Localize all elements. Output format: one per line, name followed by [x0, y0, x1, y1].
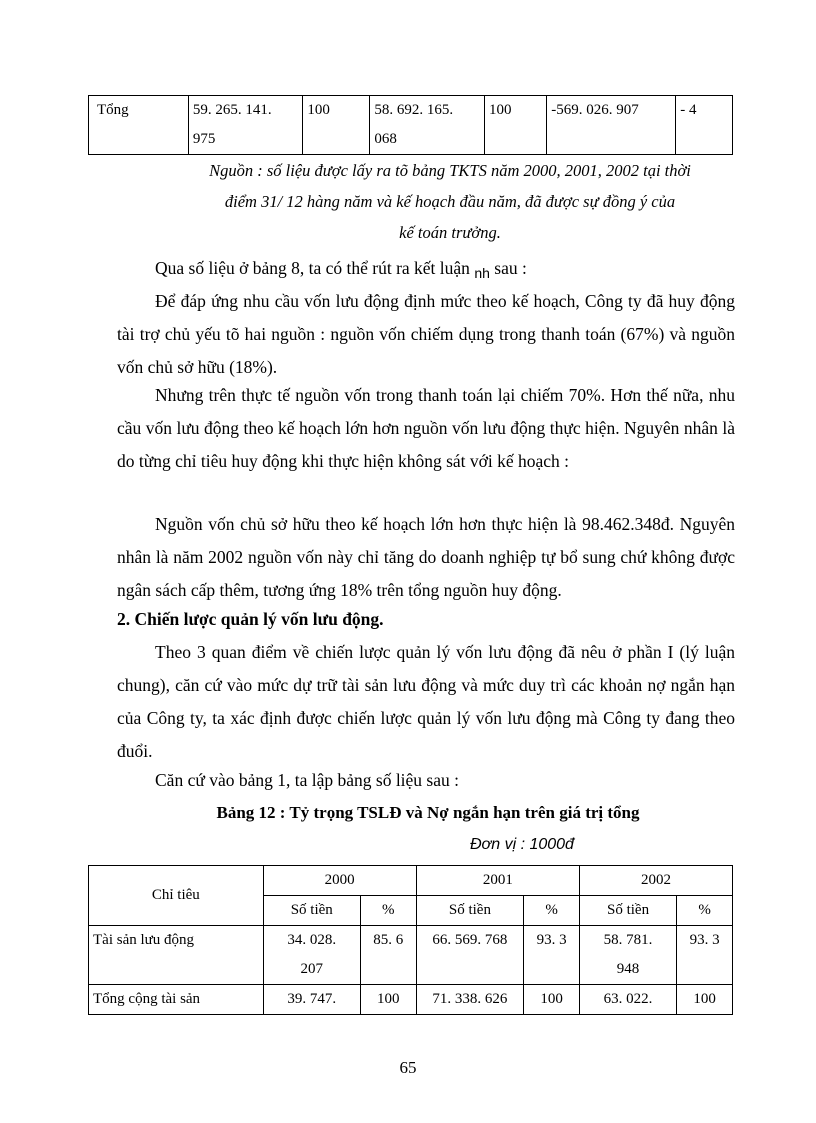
cell-amount: 39. 747. — [263, 985, 360, 1015]
paragraph-5: Theo 3 quan điểm về chiến lược quản lý vốn lưu động đã nêu ở phần I (lý luận chung), căn cứ vào mức dự trữ tài sản lưu động và mức duy trì các khoản nợ ngắn hạn của Công ty, ta xác định được chiến lược quản lý vốn lưu động mà Công ty đang theo đuổi. — [117, 642, 735, 761]
table-row — [89, 985, 733, 1015]
paragraph-2: Để đáp ứng nhu cầu vốn lưu động định mức theo kế hoạch, Công ty đã huy động tài trợ chủ yếu tõ hai nguồn : nguồn vốn chiếm dụng trong thanh toán (67%) và nguồn vốn chủ sở hữu (18%). — [117, 291, 735, 377]
table-row — [89, 926, 733, 985]
table-row — [89, 96, 733, 155]
para-text: sau : — [494, 258, 527, 278]
cell-percent: 100 — [677, 985, 733, 1015]
page-number: 65 — [399, 1058, 417, 1077]
cell-percent: 100 — [524, 985, 580, 1015]
cell-pct-1: 100 — [303, 96, 370, 155]
cell-amount: 63. 022. — [579, 985, 676, 1015]
cell-line: 34. 028. — [287, 932, 337, 948]
cell-line: 948 — [616, 961, 640, 977]
para-text-sub: nh — [474, 265, 490, 281]
header-year-2000: 2000 — [263, 866, 416, 896]
row-label: Tổng cộng tài sản — [89, 985, 264, 1015]
cell-diff: -569. 026. 907 — [547, 96, 676, 155]
cell-pct-2: 100 — [484, 96, 546, 155]
header-amount: Số tiền — [416, 896, 524, 926]
source-line-3: kế toán trưởng. — [399, 223, 501, 242]
header-percent: % — [360, 896, 416, 926]
source-line-1: Nguồn : số liệu được lấy ra tõ bảng TKTS năm 2000, 2001, 2002 tại thời — [209, 161, 691, 180]
source-note — [150, 155, 750, 248]
header-indicator: Chỉ tiêu — [89, 866, 264, 926]
cell-amount-1 — [188, 96, 303, 155]
table-header-row — [89, 866, 733, 896]
cell-amount: 66. 569. 768 — [416, 926, 524, 985]
cell-percent: 100 — [360, 985, 416, 1015]
cell-percent: 93. 3 — [677, 926, 733, 985]
row-label: Tổng — [89, 96, 189, 155]
header-year-2001: 2001 — [416, 866, 579, 896]
cell-line: 207 — [300, 961, 324, 977]
cell-line: 975 — [192, 131, 216, 147]
header-percent: % — [677, 896, 733, 926]
para-text: Qua số liệu ở bảng 8, ta có thể rút ra kết luận — [155, 258, 470, 278]
cell-line: 068 — [374, 131, 397, 147]
row-label: Tài sản lưu động — [89, 926, 264, 985]
cell-amount — [263, 926, 360, 985]
header-amount: Số tiền — [263, 896, 360, 926]
paragraph-intro — [155, 252, 735, 286]
header-year-2002: 2002 — [579, 866, 732, 896]
table-title: Bảng 12 : Tỷ trọng TSLĐ và Nợ ngắn hạn trên giá trị tổng — [216, 803, 640, 822]
cell-line: 58. 692. 165. — [374, 102, 454, 118]
paragraph-4: Nguồn vốn chủ sở hữu theo kế hoạch lớn hơn thực hiện là 98.462.348đ. Nguyên nhân là năm 2002 nguồn vốn này chỉ tăng do doanh nghiệp tự bổ sung chứ không được ngân sách cấp thêm, tương ứng 18% trên tổng nguồn huy động. — [117, 514, 735, 600]
cell-line: 58. 781. — [603, 932, 653, 948]
section-heading: 2. Chiến lược quản lý vốn lưu động. — [117, 609, 384, 629]
header-amount: Số tiền — [579, 896, 676, 926]
table-unit: Đơn vị : 1000đ — [470, 836, 574, 853]
cell-amount: 71. 338. 626 — [416, 985, 524, 1015]
cell-diff-pct: - 4 — [676, 96, 733, 155]
cell-amount — [579, 926, 676, 985]
cell-amount-2 — [370, 96, 485, 155]
table-12 — [88, 865, 733, 1015]
summary-table — [88, 95, 733, 155]
source-line-2: điểm 31/ 12 hàng năm và kế hoạch đầu năm, đã được sự đồng ý của — [224, 192, 676, 211]
header-percent: % — [524, 896, 580, 926]
cell-percent: 85. 6 — [360, 926, 416, 985]
paragraph-6: Căn cứ vào bảng 1, ta lập bảng số liệu sau : — [155, 770, 459, 790]
cell-line: 59. 265. 141. — [192, 102, 272, 118]
cell-percent: 93. 3 — [524, 926, 580, 985]
paragraph-3: Nhưng trên thực tế nguồn vốn trong thanh toán lại chiếm 70%. Hơn thế nữa, nhu cầu vốn lưu động theo kế hoạch lớn hơn nguồn vốn lưu động thực hiện. Nguyên nhân là do từng chỉ tiêu huy động khi thực hiện không sát với kế hoạch : — [117, 385, 735, 471]
